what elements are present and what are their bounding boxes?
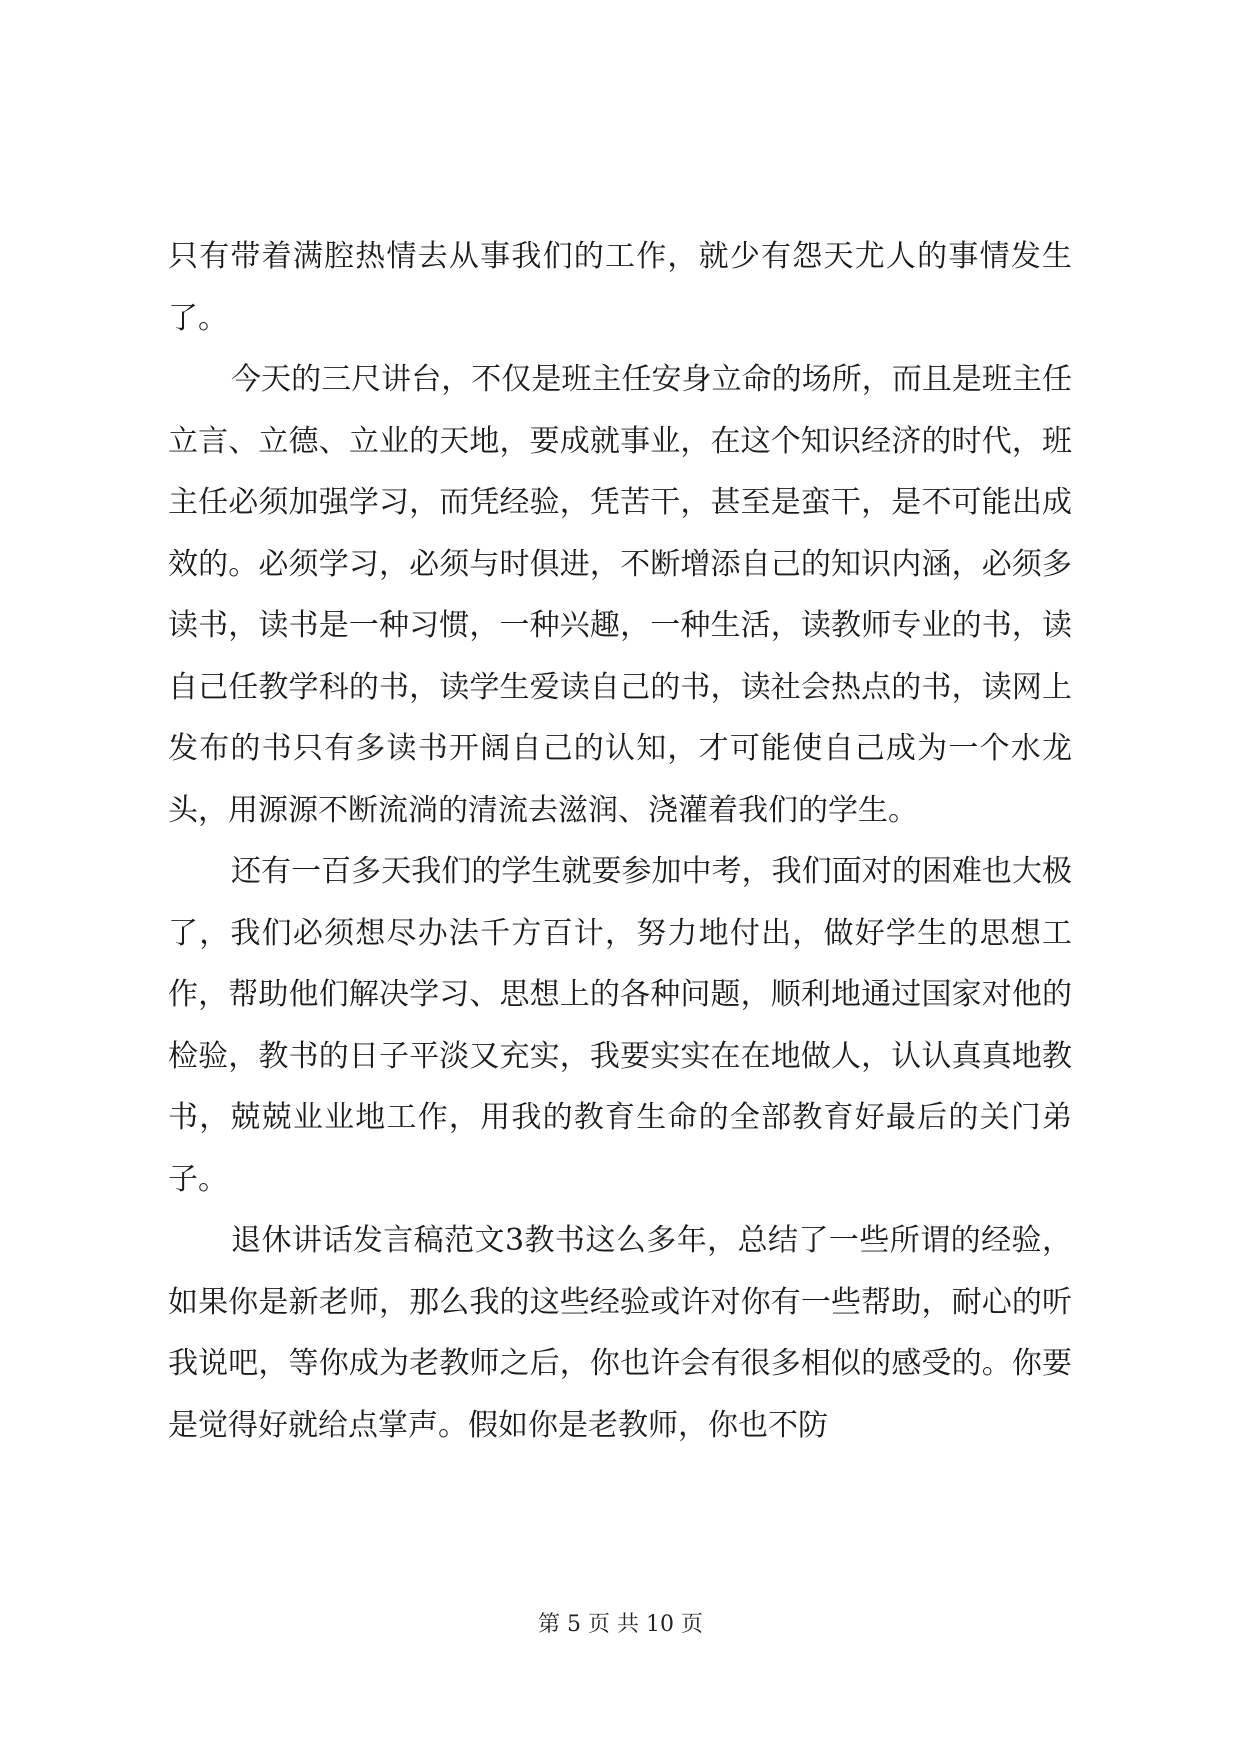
paragraph-podium: 今天的三尺讲台，不仅是班主任安身立命的场所，而且是班主任立言、立德、立业的天地，要成就事业，在这个知识经济的时代，班主任必须加强学习，而凭经验，凭苦干，甚至是蛮干，是不可能出成效的。必须学习，必须与时俱进，不断增添自己的知识内涵，必须多读书，读书是一种习惯，一种兴趣，一种生活，读教师专业的书，读自己任教学科的书，读学生爱读自己的书，读社会热点的书，读网上发布的书只有多读书开阔自己的认知，才可能使自己成为一个水龙头，用源源不断流淌的清流去滋润、浇灌着我们的学生。: [168, 362, 1072, 828]
page-number-footer: 第 5 页 共 10 页: [538, 1612, 703, 1637]
paragraph-continued: 只有带着满腔热情去从事我们的工作，就少有怨天尤人的事情发生了。: [168, 239, 1072, 336]
document-body: [168, 226, 1072, 1456]
paragraph-retirement-speech: 退休讲话发言稿范文3教书这么多年，总结了一些所谓的经验，如果你是新老师，那么我的这些经验或许对你有一些帮助，耐心的听我说吧，等你成为老教师之后，你也许会有很多相似的感受的。你要是觉得好就给点掌声。假如你是老教师，你也不防: [168, 1223, 1072, 1443]
paragraph-exam: 还有一百多天我们的学生就要参加中考，我们面对的困难也大极了，我们必须想尽办法千方百计，努力地付出，做好学生的思想工作，帮助他们解决学习、思想上的各种问题，顺利地通过国家对他的检验，教书的日子平淡又充实，我要实实在在地做人，认认真真地教书，兢兢业业地工作，用我的教育生命的全部教育好最后的关门弟子。: [168, 854, 1072, 1197]
